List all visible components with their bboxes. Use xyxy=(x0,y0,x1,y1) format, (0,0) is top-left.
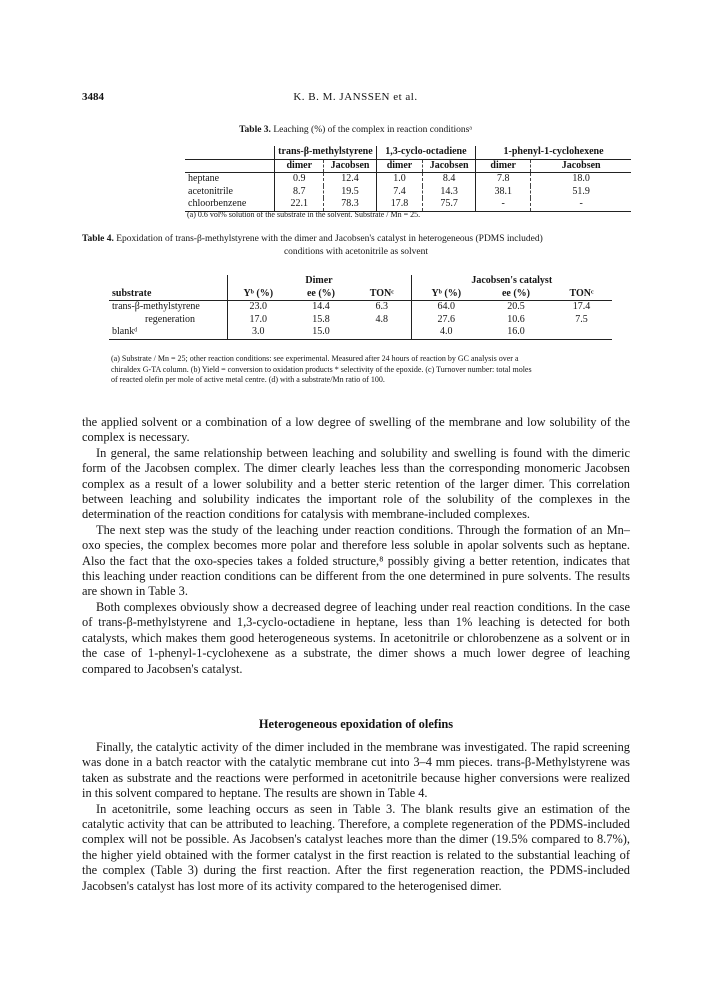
table4-col-y: Yᵇ (%) xyxy=(411,288,481,301)
table3-cell: 78.3 xyxy=(324,198,376,211)
table3-cell: 8.7 xyxy=(275,186,324,199)
table4-cell: 3.0 xyxy=(227,326,289,339)
body-text xyxy=(82,415,630,677)
page-header xyxy=(82,91,629,107)
table4-col-ee: ee (%) xyxy=(306,287,336,299)
paragraph: The next step was the study of the leaching under reaction conditions. Through the formation of an Mn–oxo species, the complex becomes more polar and therefore less soluble in apolar solvents such as heptane. Also the fact that the oxo-species takes a folded structure,⁸ possibly giving a better retention, indicates that this leaching under reaction conditions can be different from the one determined in pure solvents. The results are shown in Table 3. xyxy=(82,522,630,599)
table3-caption xyxy=(0,124,711,137)
table3-group-header: trans-β-methylstyrene xyxy=(275,146,377,159)
table3-cell: 18.0 xyxy=(531,173,631,186)
table3-cell: 12.4 xyxy=(324,173,376,186)
table3-cell: 17.8 xyxy=(376,198,423,211)
table-row xyxy=(185,186,631,199)
table3-subheader: Jacobsen xyxy=(324,159,376,173)
table4-label: Table 4. xyxy=(82,234,114,244)
table3-group-header: 1-phenyl-1-cyclohexene xyxy=(476,146,631,159)
table4-caption xyxy=(82,233,630,258)
body-text-2 xyxy=(82,740,630,894)
table4-cell xyxy=(551,326,612,339)
section-heading: Heterogeneous epoxidation of olefins xyxy=(258,717,454,731)
table3-cell: 7.4 xyxy=(376,186,423,199)
table4-cell: 64.0 xyxy=(411,301,481,314)
table3-subheader: dimer xyxy=(275,159,324,173)
table4-cell: 16.0 xyxy=(507,326,525,337)
table4-footnote-line: (a) Substrate / Mn = 25; other reaction conditions: see experimental. Measured after 24 hours of reaction by GC analysis over a xyxy=(111,354,519,363)
table4-cell: 20.5 xyxy=(507,301,525,312)
table3-subheader: dimer xyxy=(476,159,531,173)
table-row xyxy=(109,326,612,339)
table4-col-substrate: substrate xyxy=(112,287,152,299)
table-row xyxy=(109,314,612,327)
table4-cell: 7.5 xyxy=(575,313,588,325)
table3-cell: 51.9 xyxy=(531,186,631,199)
table3-cell: - xyxy=(476,198,531,211)
table3-solvent: chloorbenzene xyxy=(188,198,247,209)
table4-col-ton: TONᶜ xyxy=(369,287,394,299)
table4 xyxy=(109,275,612,340)
table4-substrate: trans-β-methylstyrene xyxy=(112,301,200,312)
table4-group-dimer: Dimer xyxy=(227,275,411,288)
table3-label: Table 3. xyxy=(239,125,271,135)
table3-cell: 8.4 xyxy=(423,173,476,186)
paragraph: Finally, the catalytic activity of the dimer included in the membrane was investigated. The rapid screening was done in a batch reactor with the catalytic membrane cut into 3–4 mm pieces. trans-β-Methylstyrene was taken as substrate and the reactions were performed in acetonitrile because higher conversions were realized in this solvent compared to heptane. The results are shown in Table 4. xyxy=(82,740,630,801)
table4-cell: 10.6 xyxy=(507,313,525,325)
table4-footnote-line: of reacted olefin per mole of active metal centre. (d) with a substrate/Mn ratio of 100. xyxy=(111,375,385,384)
table4-cell: 23.0 xyxy=(227,301,289,314)
table4-cell: 17.0 xyxy=(227,314,289,327)
table3-footnote: (a) 0.6 vol% solution of the substrate in the solvent. Substrate / Mn = 25. xyxy=(187,210,421,219)
table4-cell: 14.4 xyxy=(312,301,330,312)
table3-cell: 1.0 xyxy=(376,173,423,186)
table3-cell: 14.3 xyxy=(423,186,476,199)
table4-substrate: regeneration xyxy=(145,313,195,325)
table4-cell: 4.8 xyxy=(375,313,388,325)
table4-col-y: Yᵇ (%) xyxy=(227,288,289,301)
table4-cell: 6.3 xyxy=(375,301,388,312)
table3-header-empty xyxy=(185,146,275,159)
page-number: 3484 xyxy=(82,91,104,103)
paragraph: In acetonitrile, some leaching occurs as seen in Table 3. The blank results give an estimation of the catalytic activity that can be attributed to leaching. Therefore, a complete regeneration of the PDMS-included complex will not be possible. As Jacobsen's catalyst leaches more than the dimer (19.5% compared to 8.7%), the higher yield obtained with the former catalyst in the first reaction is related to the substantial leaching of the complex (Table 3) during the first reaction. After the first regeneration reaction, the PDMS-included Jacobsen's catalyst has lost more of its activity compared to the heterogenised dimer. xyxy=(82,801,630,893)
table4-caption-line2: conditions with acetonitrile as solvent xyxy=(283,246,429,257)
table3-subheader: dimer xyxy=(376,159,423,173)
table3-subheader: Jacobsen xyxy=(531,159,631,173)
table4-cell: 27.6 xyxy=(411,314,481,327)
table4-cell: 17.4 xyxy=(572,301,591,312)
table3-cell: 19.5 xyxy=(324,186,376,199)
table3-cell: 75.7 xyxy=(423,198,476,211)
table4-col-ton: TONᶜ xyxy=(569,287,594,299)
table3-solvent: acetonitrile xyxy=(188,185,233,197)
table3-cell: 38.1 xyxy=(476,186,531,199)
table4-substrate: blankᵈ xyxy=(112,326,138,337)
table3-caption-text: Leaching (%) of the complex in reaction conditionsᵃ xyxy=(273,125,472,135)
table3-cell: 7.8 xyxy=(476,173,531,186)
table4-cell: 4.0 xyxy=(411,326,481,339)
table-row xyxy=(185,173,631,186)
table3-solvent: heptane xyxy=(188,173,220,184)
running-head: K. B. M. JANSSEN et al. xyxy=(293,91,418,103)
table3-cell: - xyxy=(531,198,631,211)
table3-cell: 22.1 xyxy=(275,198,324,211)
table-row xyxy=(109,301,612,314)
table4-footnote-line: chiraldex G-TA column. (b) Yield = conversion to oxidation products * selectivity of the epoxide. (c) Turnover number: total moles xyxy=(111,364,532,374)
table4-group-jacobsen: Jacobsen's catalyst xyxy=(411,275,612,288)
paragraph: In general, the same relationship between leaching and solubility and swelling is found with the dimeric form of the Jacobsen complex. The dimer clearly leaches less than the corresponding monomeric Jacobsen complex as a result of a lower solubility and a better steric retention of the larger dimer. This correlation between leaching and solubility indicates the important role of the solubility of the complexes in the determination of the reaction conditions for catalysis with membrane-included complexes. xyxy=(82,445,630,522)
table4-cell: 15.8 xyxy=(312,313,330,325)
paragraph: the applied solvent or a combination of a low degree of swelling of the membrane and low solubility of the complex is necessary. xyxy=(82,415,630,445)
paragraph: Both complexes obviously show a decreased degree of leaching under real reaction conditions. In the case of trans-β-methylstyrene and 1,3-cyclo-octadiene in heptane, less than 1% leaching is detected for both catalysts, which makes them good heterogeneous systems. In acetonitrile or chlorobenzene as a solvent or in the case of 1-phenyl-1-cyclohexene as a substrate, the dimer shows a much lower degree of leaching compared to Jacobsen's catalyst. xyxy=(82,599,630,676)
table4-cell: 15.0 xyxy=(312,326,330,337)
table4-footnote xyxy=(111,354,616,386)
table3-cell: 0.9 xyxy=(275,173,324,186)
table4-cell xyxy=(353,326,411,339)
table4-caption-line1: Epoxidation of trans-β-methylstyrene with the dimer and Jacobsen's catalyst in heterogeneous (PDMS included) xyxy=(116,234,543,244)
table4-col-ee: ee (%) xyxy=(501,287,531,299)
table3-group-header: 1,3-cyclo-octadiene xyxy=(376,146,475,159)
table3-subheader: Jacobsen xyxy=(423,159,476,173)
table3 xyxy=(185,146,631,212)
